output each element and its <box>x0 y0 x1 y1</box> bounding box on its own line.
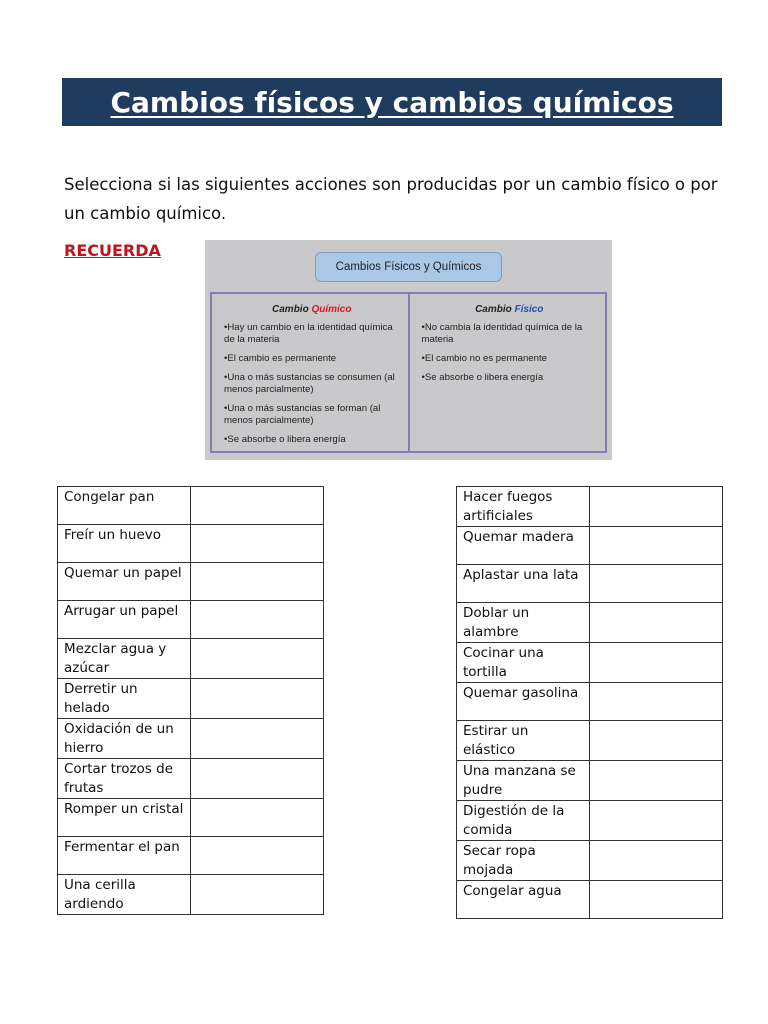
activity-label: Congelar agua <box>457 881 590 919</box>
table-row <box>58 563 324 601</box>
fisico-heading: Cambio Físico <box>475 304 544 315</box>
activity-label: Cortar trozos de frutas <box>58 759 191 799</box>
activity-label: Una cerilla ardiendo <box>58 875 191 915</box>
activity-label: Doblar un alambre <box>457 603 590 643</box>
table-row <box>58 799 324 837</box>
answer-cell[interactable] <box>191 601 324 639</box>
table-row <box>58 525 324 563</box>
answer-cell[interactable] <box>590 761 723 801</box>
answer-cell[interactable] <box>191 719 324 759</box>
answer-cell[interactable] <box>590 683 723 721</box>
answer-cell[interactable] <box>191 487 324 525</box>
table-row <box>457 841 723 881</box>
answer-cell[interactable] <box>191 679 324 719</box>
activity-label: Quemar gasolina <box>457 683 590 721</box>
answer-cell[interactable] <box>590 487 723 527</box>
activity-label: Mezclar agua y azúcar <box>58 639 191 679</box>
table-row <box>58 639 324 679</box>
table-row <box>457 881 723 919</box>
rule-item: • No cambia la identidad química de la materia <box>422 322 598 346</box>
answer-cell[interactable] <box>191 837 324 875</box>
rule-item: • Se absorbe o libera energía <box>224 434 400 446</box>
table-row <box>58 719 324 759</box>
answer-cell[interactable] <box>590 801 723 841</box>
answer-cell[interactable] <box>191 563 324 601</box>
title-banner <box>62 78 722 126</box>
answer-cell[interactable] <box>590 565 723 603</box>
answer-cell[interactable] <box>590 881 723 919</box>
table-row <box>457 565 723 603</box>
answer-cell[interactable] <box>191 875 324 915</box>
activity-label: Secar ropa mojada <box>457 841 590 881</box>
answer-cell[interactable] <box>191 525 324 563</box>
activity-label: Hacer fuegos artificiales <box>457 487 590 527</box>
activity-label: Freír un huevo <box>58 525 191 563</box>
rule-item: • Una o más sustancias se forman (al menos parcialmente) <box>224 403 400 427</box>
answer-cell[interactable] <box>590 721 723 761</box>
recuerda-label: RECUERDA <box>64 241 161 260</box>
left-activity-table <box>57 486 324 915</box>
answer-cell[interactable] <box>590 603 723 643</box>
activity-label: Quemar un papel <box>58 563 191 601</box>
rule-item: • El cambio no es permanente <box>422 353 598 365</box>
panel-title: Cambios Físicos y Químicos <box>315 252 502 282</box>
answer-cell[interactable] <box>590 841 723 881</box>
instructions-text: Selecciona si las siguientes acciones son producidas por un cambio físico o por un cambio químico. <box>64 175 718 223</box>
table-row <box>457 683 723 721</box>
activity-label: Digestión de la comida <box>457 801 590 841</box>
activity-label: Una manzana se pudre <box>457 761 590 801</box>
activity-label: Quemar madera <box>457 527 590 565</box>
quimico-list <box>224 322 400 446</box>
rule-item: • El cambio es permanente <box>224 353 400 365</box>
quimico-heading: Cambio Químico <box>272 304 352 315</box>
answer-cell[interactable] <box>191 759 324 799</box>
table-row <box>457 801 723 841</box>
answer-cell[interactable] <box>191 639 324 679</box>
quimico-column <box>212 294 408 451</box>
table-row <box>457 487 723 527</box>
fisico-column <box>408 294 606 451</box>
page-title: Cambios físicos y cambios químicos <box>110 85 674 119</box>
activity-label: Arrugar un papel <box>58 601 191 639</box>
rule-item: • Una o más sustancias se consumen (al menos parcialmente) <box>224 372 400 396</box>
activity-label: Derretir un helado <box>58 679 191 719</box>
table-row <box>457 643 723 683</box>
table-row <box>58 759 324 799</box>
answer-cell[interactable] <box>590 527 723 565</box>
activity-label: Oxidación de un hierro <box>58 719 191 759</box>
activity-label: Estirar un elástico <box>457 721 590 761</box>
fisico-list <box>422 322 598 384</box>
rule-item: • Hay un cambio en la identidad química de la materia <box>224 322 400 346</box>
activity-label: Fermentar el pan <box>58 837 191 875</box>
table-row <box>457 721 723 761</box>
activity-label: Cocinar una tortilla <box>457 643 590 683</box>
activity-label: Romper un cristal <box>58 799 191 837</box>
right-activity-table <box>456 486 723 919</box>
table-row <box>457 527 723 565</box>
table-row <box>58 837 324 875</box>
table-row <box>58 487 324 525</box>
activity-label: Congelar pan <box>58 487 191 525</box>
answer-cell[interactable] <box>191 799 324 837</box>
comparison-box <box>210 292 607 453</box>
answer-cell[interactable] <box>590 643 723 683</box>
table-row <box>58 601 324 639</box>
recuerda-panel <box>205 240 612 460</box>
activity-label: Aplastar una lata <box>457 565 590 603</box>
table-row <box>58 875 324 915</box>
rule-item: • Se absorbe o libera energía <box>422 372 598 384</box>
table-row <box>457 603 723 643</box>
table-row <box>457 761 723 801</box>
table-row <box>58 679 324 719</box>
